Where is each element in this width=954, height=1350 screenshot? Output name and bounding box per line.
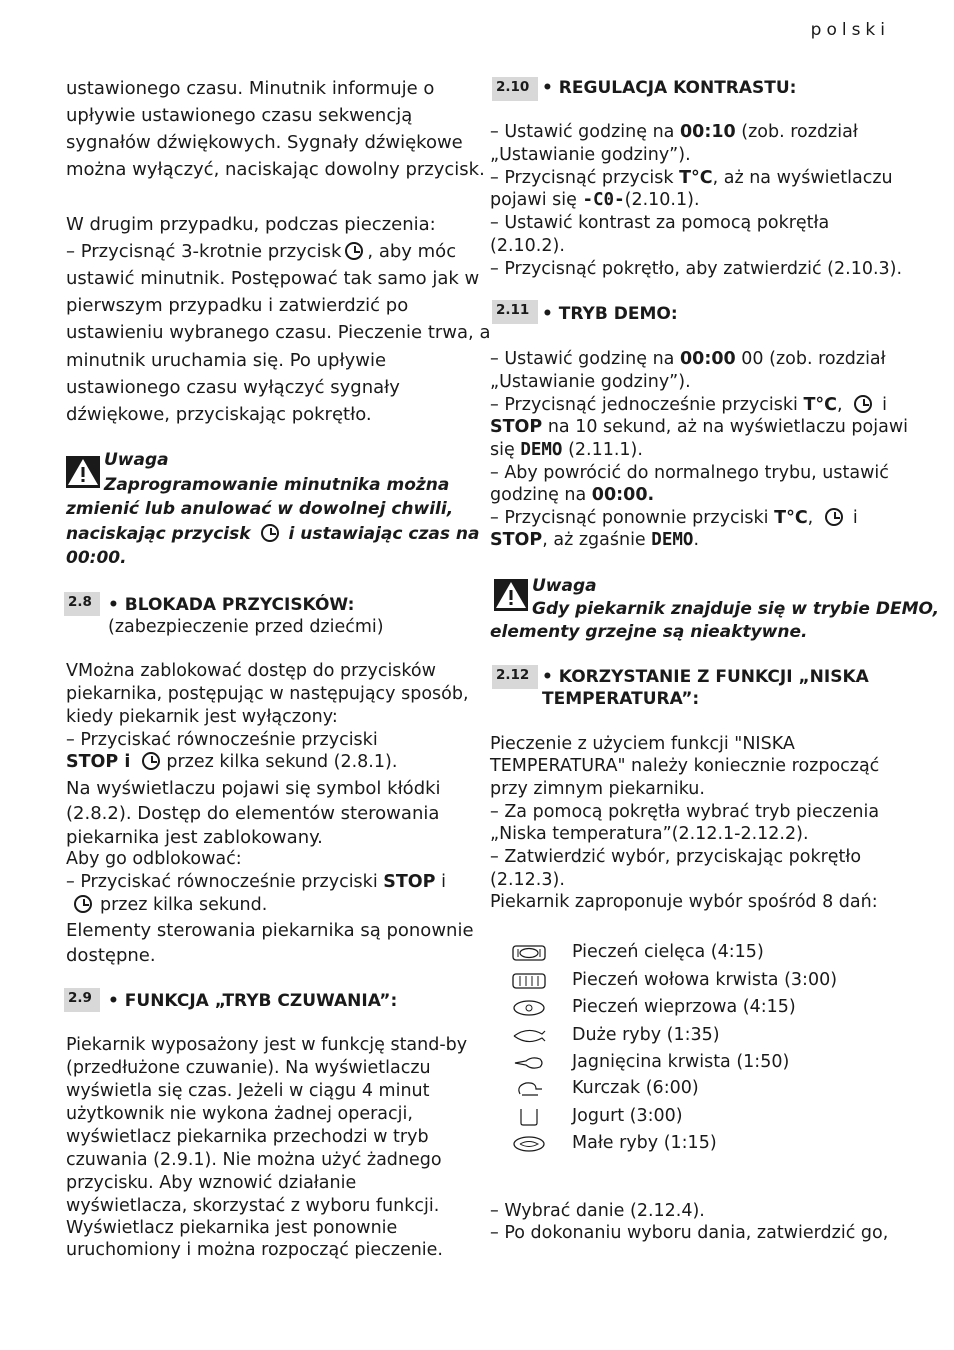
paragraph-line: (2.10.2).: [490, 236, 565, 256]
section-number: 2.10: [492, 77, 538, 101]
veal-roast-icon: [512, 944, 546, 962]
paragraph-line: – Wybrać danie (2.12.4).: [490, 1201, 705, 1221]
section-title: • FUNKCJA „TRYB CZUWANIA”:: [108, 991, 398, 1011]
paragraph-line: – Przyciskać równocześnie przyciski: [66, 730, 378, 750]
timer-icon: [345, 242, 363, 260]
warning-text: 00:00.: [66, 548, 127, 568]
paragraph-line: wyświetlacz piekarnika przechodzi w tryb: [66, 1127, 429, 1147]
language-header: polski: [810, 20, 890, 40]
paragraph-line: uruchomiony i można rozpocząć pieczenie.: [66, 1240, 443, 1260]
paragraph-line: – Zatwierdzić wybór, przyciskając pokrętło: [490, 847, 862, 867]
display-contrast-code: -C0-: [582, 190, 625, 210]
paragraph-line: STOP, aż zgaśnie DEMO.: [490, 530, 700, 550]
section-title: • BLOKADA PRZYCISKÓW:: [108, 595, 355, 615]
paragraph-line: przycisku. Aby wznowić działanie: [66, 1173, 357, 1193]
paragraph-line: Pieczenie z użyciem funkcji "NISKA: [490, 734, 795, 754]
section-subtitle: (zabezpieczenie przed dziećmi): [108, 617, 384, 637]
timer-icon: [854, 395, 872, 413]
timer-icon: [261, 524, 279, 542]
paragraph-line: pierwszym przypadku i zatwierdzić po: [66, 295, 409, 316]
chicken-icon: [512, 1080, 546, 1098]
paragraph-line: STOP i przez kilka sekund (2.8.1).: [66, 752, 398, 772]
paragraph-line: „Ustawianie godziny”).: [490, 145, 691, 165]
paragraph-line: ustawionego czasu. Minutnik informuje o: [66, 78, 435, 99]
timer-icon: [142, 752, 160, 770]
paragraph-line: – Po dokonaniu wyboru dania, zatwierdzić go,: [490, 1223, 889, 1243]
warning-title: Uwaga: [532, 576, 597, 596]
paragraph-line: użytkownik nie wykona żadnej operacji,: [66, 1104, 413, 1124]
display-demo-code: DEMO: [520, 440, 563, 460]
paragraph-line: się DEMO (2.11.1).: [490, 440, 643, 460]
paragraph-line: – Przyciskać równocześnie przyciski STOP i: [66, 872, 446, 892]
display-demo-code: DEMO: [651, 530, 694, 550]
paragraph-line: można wyłączyć, naciskając dowolny przycisk.: [66, 159, 485, 180]
paragraph-line: – Przycisnąć pokrętło, aby zatwierdzić (2.10.3).: [490, 259, 903, 279]
warning-text: naciskając przycisk i ustawiając czas na: [66, 524, 480, 544]
paragraph-line: dostępne.: [66, 945, 156, 966]
paragraph-line: (przedłużone czuwanie). Na wyświetlaczu: [66, 1058, 431, 1078]
paragraph-line: przy zimnym piekarniku.: [490, 779, 705, 799]
paragraph-line: (2.12.3).: [490, 870, 565, 890]
pork-roast-icon: [512, 999, 546, 1017]
timer-icon: [825, 508, 843, 526]
paragraph-line: Piekarnik wyposażony jest w funkcję stand-by: [66, 1035, 468, 1055]
small-fish-icon: [512, 1135, 546, 1153]
paragraph-line: przez kilka sekund.: [66, 894, 267, 917]
paragraph-line: sygnałów dźwiękowych. Sygnały dźwiękowe: [66, 132, 463, 153]
paragraph-line: „Niska temperatura”(2.12.1-2.12.2).: [490, 824, 809, 844]
paragraph-line: ustawić minutnik. Postępować tak samo jak w: [66, 268, 480, 289]
paragraph-line: W drugim przypadku, podczas pieczenia:: [66, 214, 436, 235]
paragraph-line: VMożna zablokować dostęp do przycisków: [66, 661, 436, 681]
warning-text: elementy grzejne są nieaktywne.: [490, 622, 808, 642]
paragraph-line: – Za pomocą pokrętła wybrać tryb pieczenia: [490, 802, 880, 822]
paragraph-line: (2.8.2). Dostęp do elementów sterowania: [66, 803, 440, 824]
paragraph-line: – Ustawić godzinę na 00:00 00 (zob. rozdział: [490, 349, 886, 369]
paragraph-line: czuwania (2.9.1). Nie można użyć żadnego: [66, 1150, 442, 1170]
paragraph-line: wyświetla się czas. Jeżeli w ciągu 4 minut: [66, 1081, 430, 1101]
warning-icon: [66, 456, 100, 488]
timer-icon: [74, 895, 92, 913]
section-title: • KORZYSTANIE Z FUNKCJI „NISKA: [542, 667, 869, 687]
beef-roast-icon: [512, 972, 546, 990]
paragraph-line: Wyświetlacz piekarnika jest ponownie: [66, 1218, 398, 1238]
section-number: 2.8: [64, 592, 100, 616]
paragraph-line: upływie ustawionego czasu sekwencją: [66, 105, 413, 126]
paragraph-line: ustawionego czasu wyłączyć sygnały: [66, 377, 400, 398]
paragraph-line: – Przycisnąć 3-krotnie przycisk , aby móc: [66, 241, 457, 262]
warning-text: Gdy piekarnik znajduje się w trybie DEMO,: [532, 599, 940, 619]
paragraph-line: – Aby powrócić do normalnego trybu, ustawić: [490, 463, 889, 483]
paragraph-line: „Ustawianie godziny”).: [490, 372, 691, 392]
paragraph-line: Piekarnik zaproponuje wybór spośród 8 dań:: [490, 892, 878, 912]
paragraph-line: kiedy piekarnik jest wyłączony:: [66, 707, 338, 727]
paragraph-line: pojawi się -C0-(2.10.1).: [490, 190, 700, 210]
paragraph-line: minutnik uruchamia się. Po upływie: [66, 350, 387, 371]
paragraph-line: piekarnika jest zablokowany.: [66, 827, 323, 848]
section-title: TEMPERATURA”:: [542, 689, 700, 709]
lamb-icon: [512, 1054, 546, 1072]
section-number: 2.11: [492, 300, 538, 324]
paragraph-line: godzinę na 00:00.: [490, 485, 655, 505]
paragraph-line: Na wyświetlaczu pojawi się symbol kłódki: [66, 778, 441, 799]
large-fish-icon: [512, 1027, 546, 1045]
section-title: • REGULACJA KONTRASTU:: [542, 78, 797, 98]
paragraph-line: piekarnika, postępując w następujący sposób,: [66, 684, 469, 704]
warning-text: Zaprogramowanie minutnika można: [104, 475, 450, 495]
paragraph-line: wyświetlacza, skorzystać z wyboru funkcji.: [66, 1196, 440, 1216]
paragraph-line: Aby go odblokować:: [66, 849, 242, 869]
section-number: 2.12: [492, 665, 538, 689]
warning-text: zmienić lub anulować w dowolnej chwili,: [66, 499, 454, 519]
warning-title: Uwaga: [104, 450, 169, 470]
yogurt-icon: [512, 1108, 546, 1126]
paragraph-line: – Przycisnąć jednocześnie przyciski T°C, i: [490, 395, 887, 415]
warning-icon: [494, 579, 528, 611]
paragraph-line: TEMPERATURA" należy koniecznie rozpocząć: [490, 756, 880, 776]
paragraph-line: dźwiękowe, przyciskając pokrętło.: [66, 404, 372, 425]
paragraph-line: – Przycisnąć przycisk T°C, aż na wyświetlaczu: [490, 168, 893, 188]
paragraph-line: – Przycisnąć ponownie przyciski T°C, i: [490, 508, 858, 528]
paragraph-line: ustawieniu wybranego czasu. Pieczenie trwa, a: [66, 322, 491, 343]
paragraph-line: Elementy sterowania piekarnika są ponownie: [66, 920, 474, 941]
section-title: • TRYB DEMO:: [542, 304, 678, 324]
paragraph-line: STOP na 10 sekund, aż na wyświetlaczu pojawi: [490, 417, 908, 437]
section-number: 2.9: [64, 988, 100, 1012]
paragraph-line: – Ustawić godzinę na 00:10 (zob. rozdział: [490, 122, 858, 142]
paragraph-line: – Ustawić kontrast za pomocą pokrętła: [490, 213, 830, 233]
